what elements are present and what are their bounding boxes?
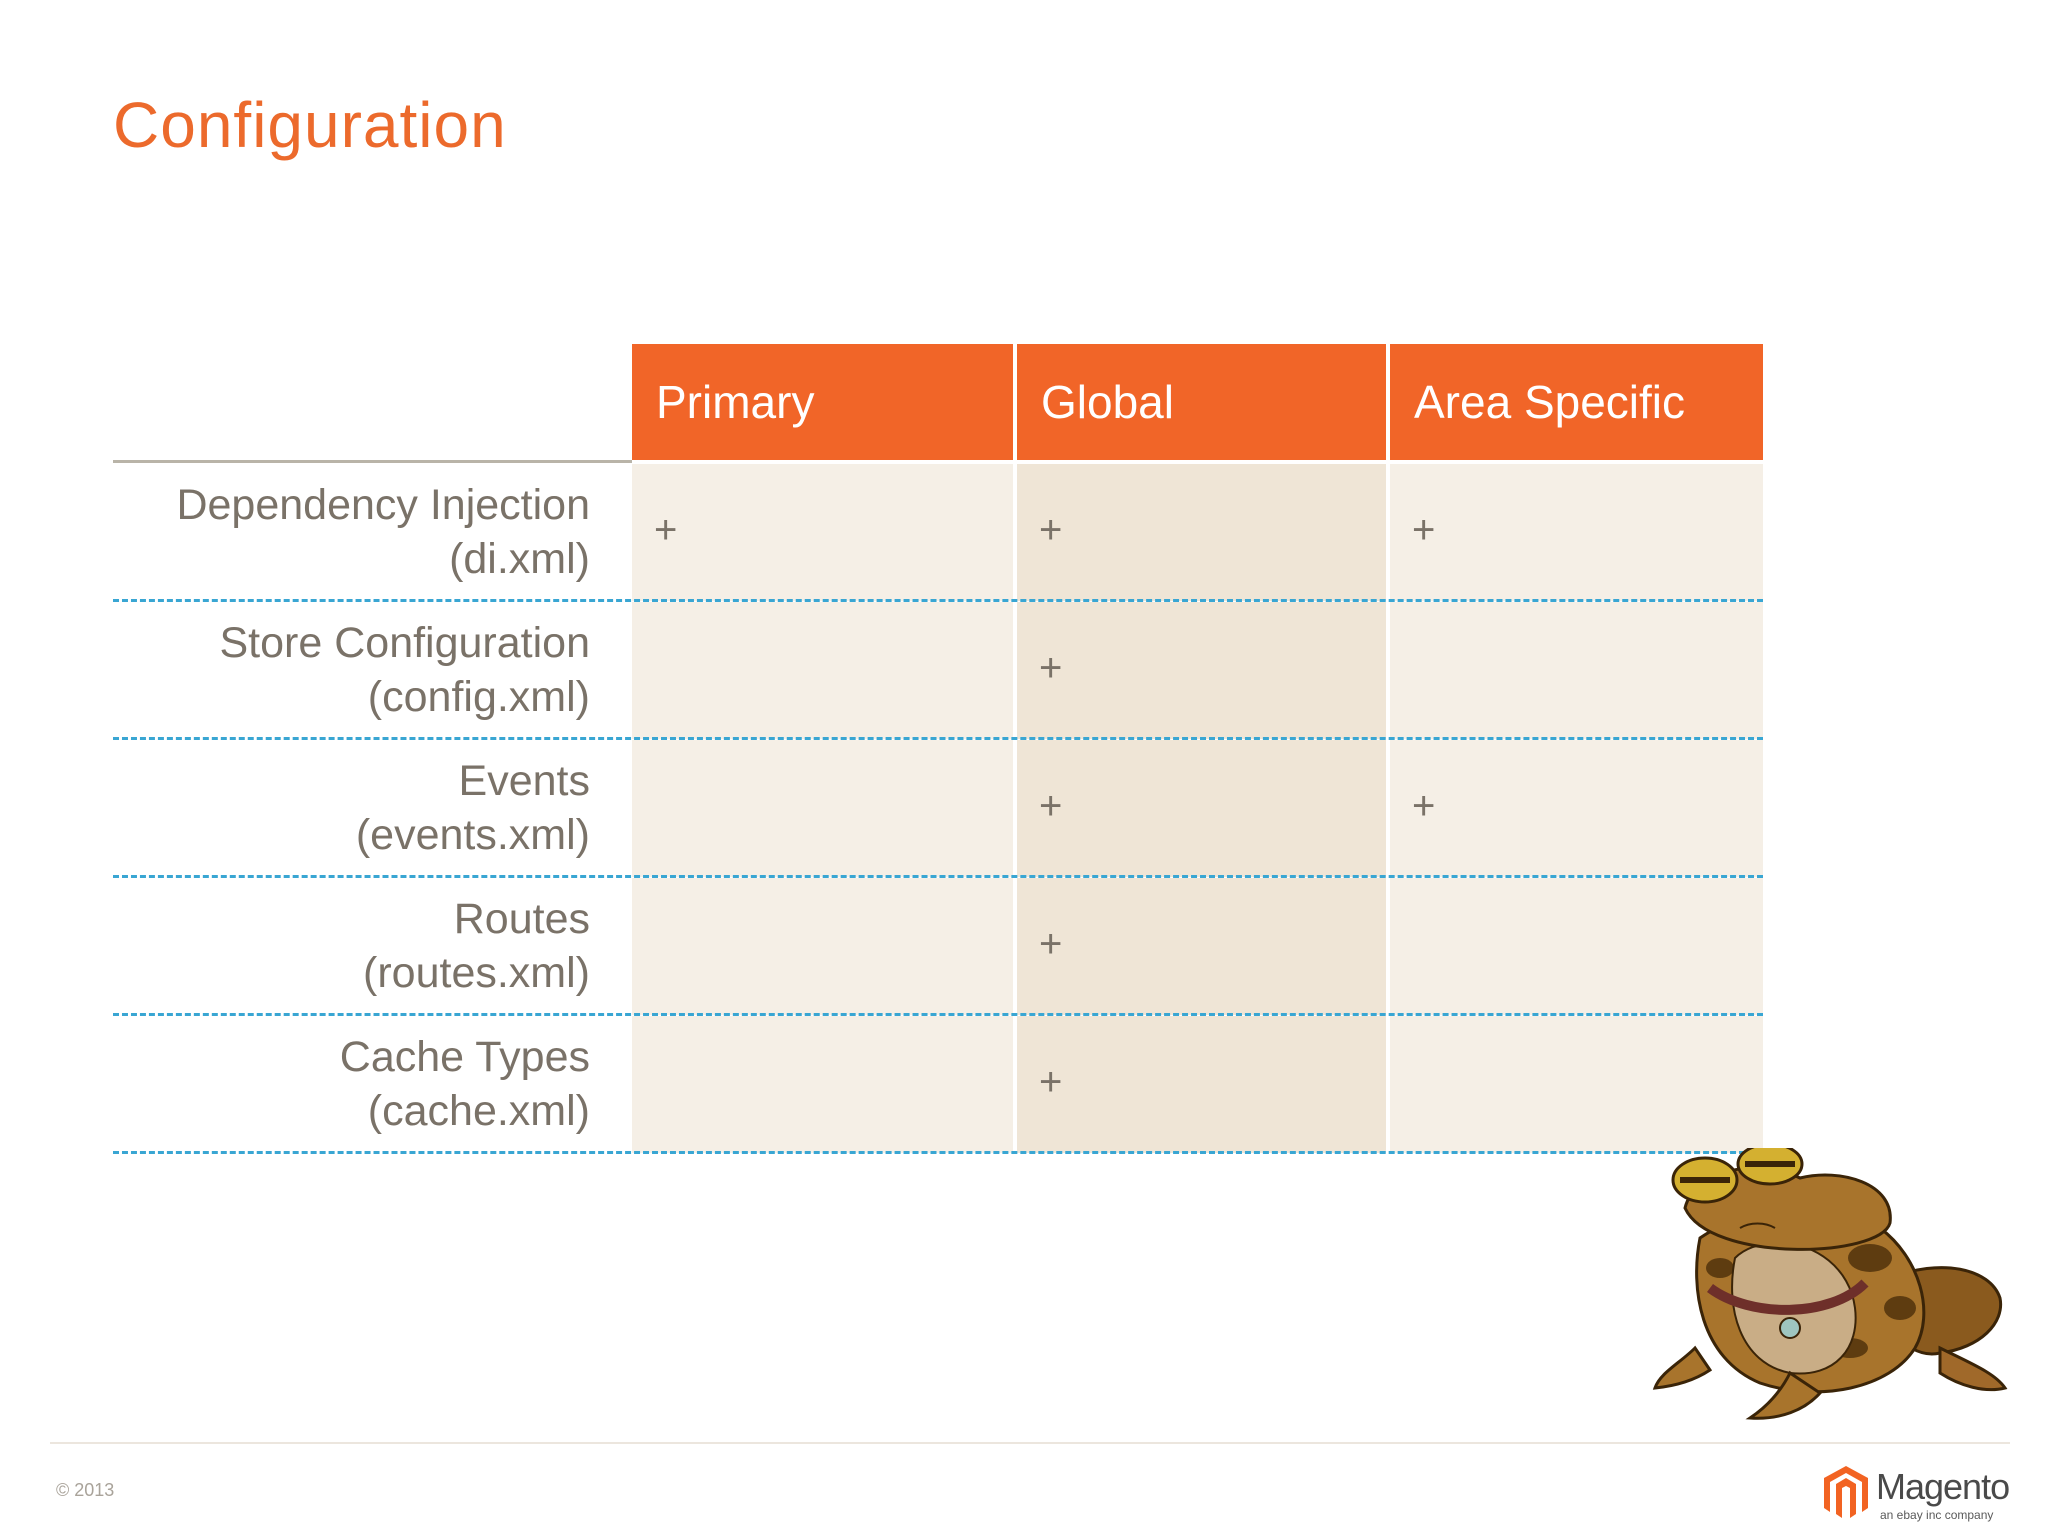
row-label-file: (events.xml) bbox=[355, 811, 590, 859]
cell-area bbox=[1390, 740, 1763, 877]
cell-global bbox=[1017, 464, 1386, 601]
plus-mark: + bbox=[1412, 784, 1436, 828]
header-primary: Primary bbox=[632, 344, 1013, 460]
plus-mark: + bbox=[1039, 1060, 1063, 1104]
copyright: © 2013 bbox=[56, 1480, 115, 1500]
cell-area bbox=[1390, 602, 1763, 739]
row-label bbox=[113, 464, 590, 601]
plus-mark: + bbox=[654, 508, 678, 552]
cell-area bbox=[1390, 878, 1763, 1015]
magento-logo bbox=[1822, 1460, 2012, 1530]
header-underline bbox=[113, 460, 632, 463]
cell-area bbox=[1390, 464, 1763, 601]
row-label-name: Routes bbox=[453, 895, 590, 943]
footer-divider bbox=[50, 1442, 2010, 1444]
toad-illustration bbox=[1640, 1148, 2010, 1428]
cell-primary bbox=[632, 878, 1013, 1015]
cell-primary bbox=[632, 602, 1013, 739]
plus-mark: + bbox=[1039, 922, 1063, 966]
cell-primary bbox=[632, 464, 1013, 601]
header-area-specific: Area Specific bbox=[1390, 344, 1763, 460]
row-divider bbox=[113, 1151, 1763, 1154]
row-label bbox=[113, 602, 590, 739]
cell-primary bbox=[632, 740, 1013, 877]
table-row bbox=[113, 464, 1763, 601]
row-label-name: Cache Types bbox=[339, 1033, 590, 1081]
row-label bbox=[113, 878, 590, 1015]
slide-title: Configuration bbox=[113, 89, 507, 161]
cell-primary bbox=[632, 1016, 1013, 1153]
row-label-file: (routes.xml) bbox=[363, 949, 590, 997]
row-label-name: Dependency Injection bbox=[176, 481, 590, 529]
table-row bbox=[113, 602, 1763, 739]
row-label-file: (cache.xml) bbox=[367, 1087, 590, 1135]
table-row bbox=[113, 878, 1763, 1015]
row-label-name: Store Configuration bbox=[219, 619, 590, 667]
row-label bbox=[113, 1016, 590, 1153]
magento-logo-icon bbox=[1822, 1464, 1870, 1518]
plus-mark: + bbox=[1039, 508, 1063, 552]
cell-global bbox=[1017, 740, 1386, 877]
row-label-file: (di.xml) bbox=[449, 535, 590, 583]
plus-mark: + bbox=[1039, 646, 1063, 690]
header-global: Global bbox=[1017, 344, 1386, 460]
table-row bbox=[113, 1016, 1763, 1153]
logo-wordmark: Magento bbox=[1876, 1466, 2010, 1507]
logo-tagline: an ebay inc company bbox=[1880, 1508, 1994, 1522]
row-label-file: (config.xml) bbox=[367, 673, 590, 721]
cell-global bbox=[1017, 1016, 1386, 1153]
table-header-row bbox=[113, 344, 1763, 460]
cell-global bbox=[1017, 602, 1386, 739]
plus-mark: + bbox=[1412, 508, 1436, 552]
cell-area bbox=[1390, 1016, 1763, 1153]
row-label bbox=[113, 740, 590, 877]
row-label-name: Events bbox=[458, 757, 590, 805]
plus-mark: + bbox=[1039, 784, 1063, 828]
table-row bbox=[113, 740, 1763, 877]
cell-global bbox=[1017, 878, 1386, 1015]
